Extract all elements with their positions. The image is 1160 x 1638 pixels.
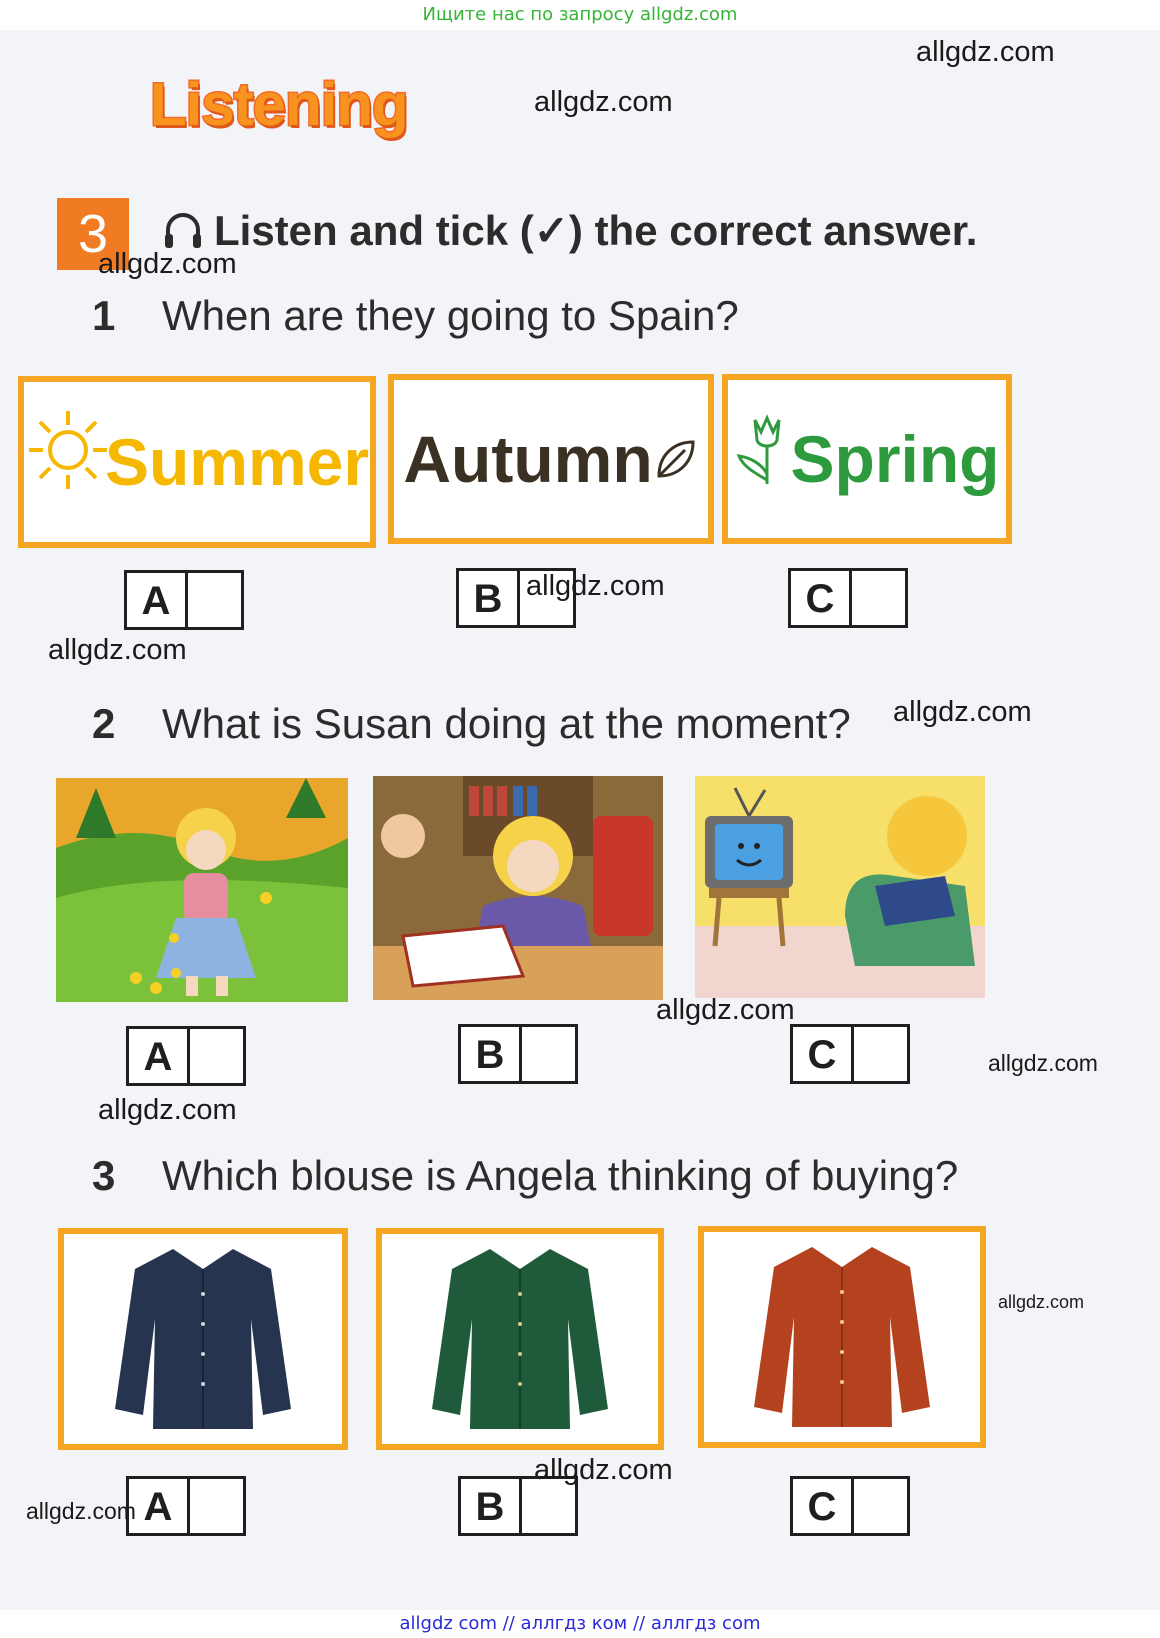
option-summer-card <box>18 376 376 548</box>
top-banner[interactable]: Ищите нас по запросу allgdz.com <box>422 4 738 25</box>
tulip-icon <box>735 410 795 490</box>
watermark: allgdz.com <box>526 570 665 602</box>
watermark: allgdz.com <box>998 1292 1085 1312</box>
question-number: 1 <box>92 292 116 339</box>
question-2 <box>92 700 851 748</box>
bottom-banner[interactable]: allgdz com // аллгдз ком // аллгдз com <box>399 1613 761 1634</box>
answer-letter: A <box>129 1479 190 1533</box>
picture-girl-watching-tv <box>695 776 985 998</box>
option-navy-blouse-card <box>58 1228 348 1450</box>
option-autumn-card <box>388 374 714 544</box>
tick-field[interactable] <box>522 1027 575 1081</box>
question-text: Which blouse is Angela thinking of buying? <box>162 1152 959 1199</box>
question-number: 2 <box>92 700 116 747</box>
instruction-text: Listen and tick (✓) the correct answer. <box>214 207 978 254</box>
answer-letter: B <box>459 571 520 625</box>
watermark: allgdz.com <box>534 86 673 118</box>
answer-box-2c[interactable] <box>790 1024 910 1084</box>
answer-box-1c[interactable] <box>788 568 908 628</box>
girl-reading-book-icon <box>373 776 663 1000</box>
question-number: 3 <box>92 1152 116 1199</box>
question-text: What is Susan doing at the moment? <box>162 700 851 747</box>
answer-box-2b[interactable] <box>458 1024 578 1084</box>
option-green-blouse-card <box>376 1228 664 1450</box>
answer-box-1a[interactable] <box>124 570 244 630</box>
section-heading: Listening <box>150 71 408 138</box>
question-text: When are they going to Spain? <box>162 292 739 339</box>
watermark: allgdz.com <box>988 1050 1098 1076</box>
answer-box-2a[interactable] <box>126 1026 246 1086</box>
watermark: allgdz.com <box>916 36 1055 68</box>
watermark: allgdz.com <box>893 696 1032 728</box>
answer-letter: A <box>129 1029 190 1083</box>
watermark: allgdz.com <box>26 1498 136 1524</box>
headphones-icon <box>162 210 204 252</box>
tick-field[interactable] <box>190 1479 243 1533</box>
green-blouse-icon <box>420 1239 620 1439</box>
watermark: allgdz.com <box>656 994 795 1026</box>
tick-field[interactable] <box>190 1029 243 1083</box>
answer-letter: C <box>791 571 852 625</box>
watermark: allgdz.com <box>98 1094 237 1126</box>
tick-field[interactable] <box>852 571 905 625</box>
option-label: Summer <box>104 425 370 499</box>
girl-picking-flowers-icon <box>56 778 348 1002</box>
option-spring-card <box>722 374 1012 544</box>
picture-girl-picking-flowers <box>56 778 348 1002</box>
answer-box-3c[interactable] <box>790 1476 910 1536</box>
leaf-icon <box>653 436 699 482</box>
answer-letter: C <box>793 1479 854 1533</box>
watermark: allgdz.com <box>534 1454 673 1486</box>
question-3 <box>92 1152 958 1200</box>
sun-icon <box>25 407 111 493</box>
answer-letter: B <box>461 1479 522 1533</box>
tick-field[interactable] <box>188 573 241 627</box>
answer-letter: C <box>793 1027 854 1081</box>
option-red-blouse-card <box>698 1226 986 1448</box>
tick-field[interactable] <box>854 1479 907 1533</box>
textbook-page <box>0 30 1160 1610</box>
navy-blouse-icon <box>103 1239 303 1439</box>
answer-letter: B <box>461 1027 522 1081</box>
picture-girl-reading <box>373 776 663 1000</box>
exercise-number-badge: 3 <box>57 198 129 270</box>
tick-field[interactable] <box>854 1027 907 1081</box>
option-label: Autumn <box>403 422 653 496</box>
girl-watching-tv-icon <box>695 776 985 998</box>
answer-box-3a[interactable] <box>126 1476 246 1536</box>
option-label: Spring <box>790 422 1000 496</box>
exercise-instruction <box>162 206 977 255</box>
question-1 <box>92 292 739 340</box>
watermark: allgdz.com <box>98 248 237 280</box>
red-blouse-icon <box>742 1237 942 1437</box>
watermark: allgdz.com <box>48 634 187 666</box>
tick-field[interactable] <box>522 1479 575 1533</box>
answer-letter: A <box>127 573 188 627</box>
